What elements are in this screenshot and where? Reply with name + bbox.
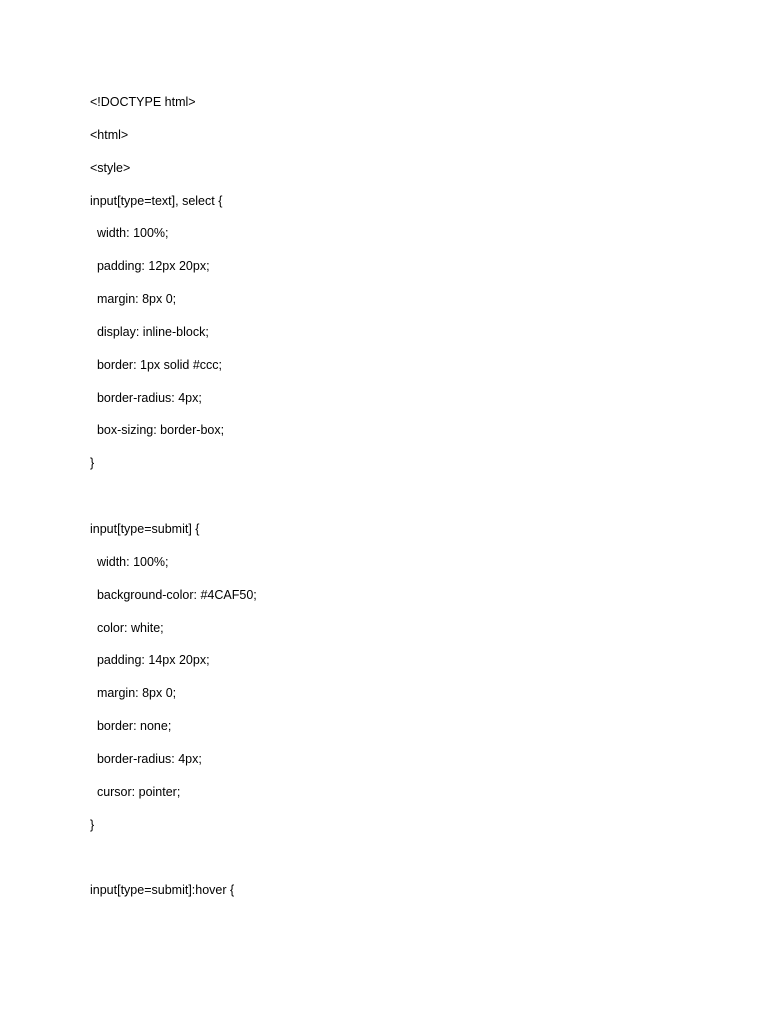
document-line: background-color: #4CAF50; [90,587,257,602]
document-line: padding: 14px 20px; [90,653,210,668]
document-line: <style> [90,160,131,175]
document-line: } [90,817,95,832]
document-line: padding: 12px 20px; [90,259,210,274]
document-line: input[type=submit] { [90,521,200,536]
document-line: } [90,456,95,471]
document-line: margin: 8px 0; [90,686,177,701]
document-line: input[type=text], select { [90,193,223,208]
document-line: border-radius: 4px; [90,751,202,766]
document-line: input[type=submit]:hover { [90,883,235,898]
document-line: border: 1px solid #ccc; [90,357,223,372]
document-line: border: none; [90,719,172,734]
document-line: <html> [90,127,129,142]
document-line: border-radius: 4px; [90,390,202,405]
document-line: width: 100%; [90,226,169,241]
document-line: width: 100%; [90,554,169,569]
document-line: box-sizing: border-box; [90,423,225,438]
document-line: margin: 8px 0; [90,292,177,307]
document-line: cursor: pointer; [90,784,181,799]
blank-line [90,847,690,880]
document-line: color: white; [90,620,164,635]
blank-line [90,486,690,519]
document-body [90,92,690,913]
document-line: <!DOCTYPE html> [90,95,196,109]
document-line: display: inline-block; [90,324,209,339]
